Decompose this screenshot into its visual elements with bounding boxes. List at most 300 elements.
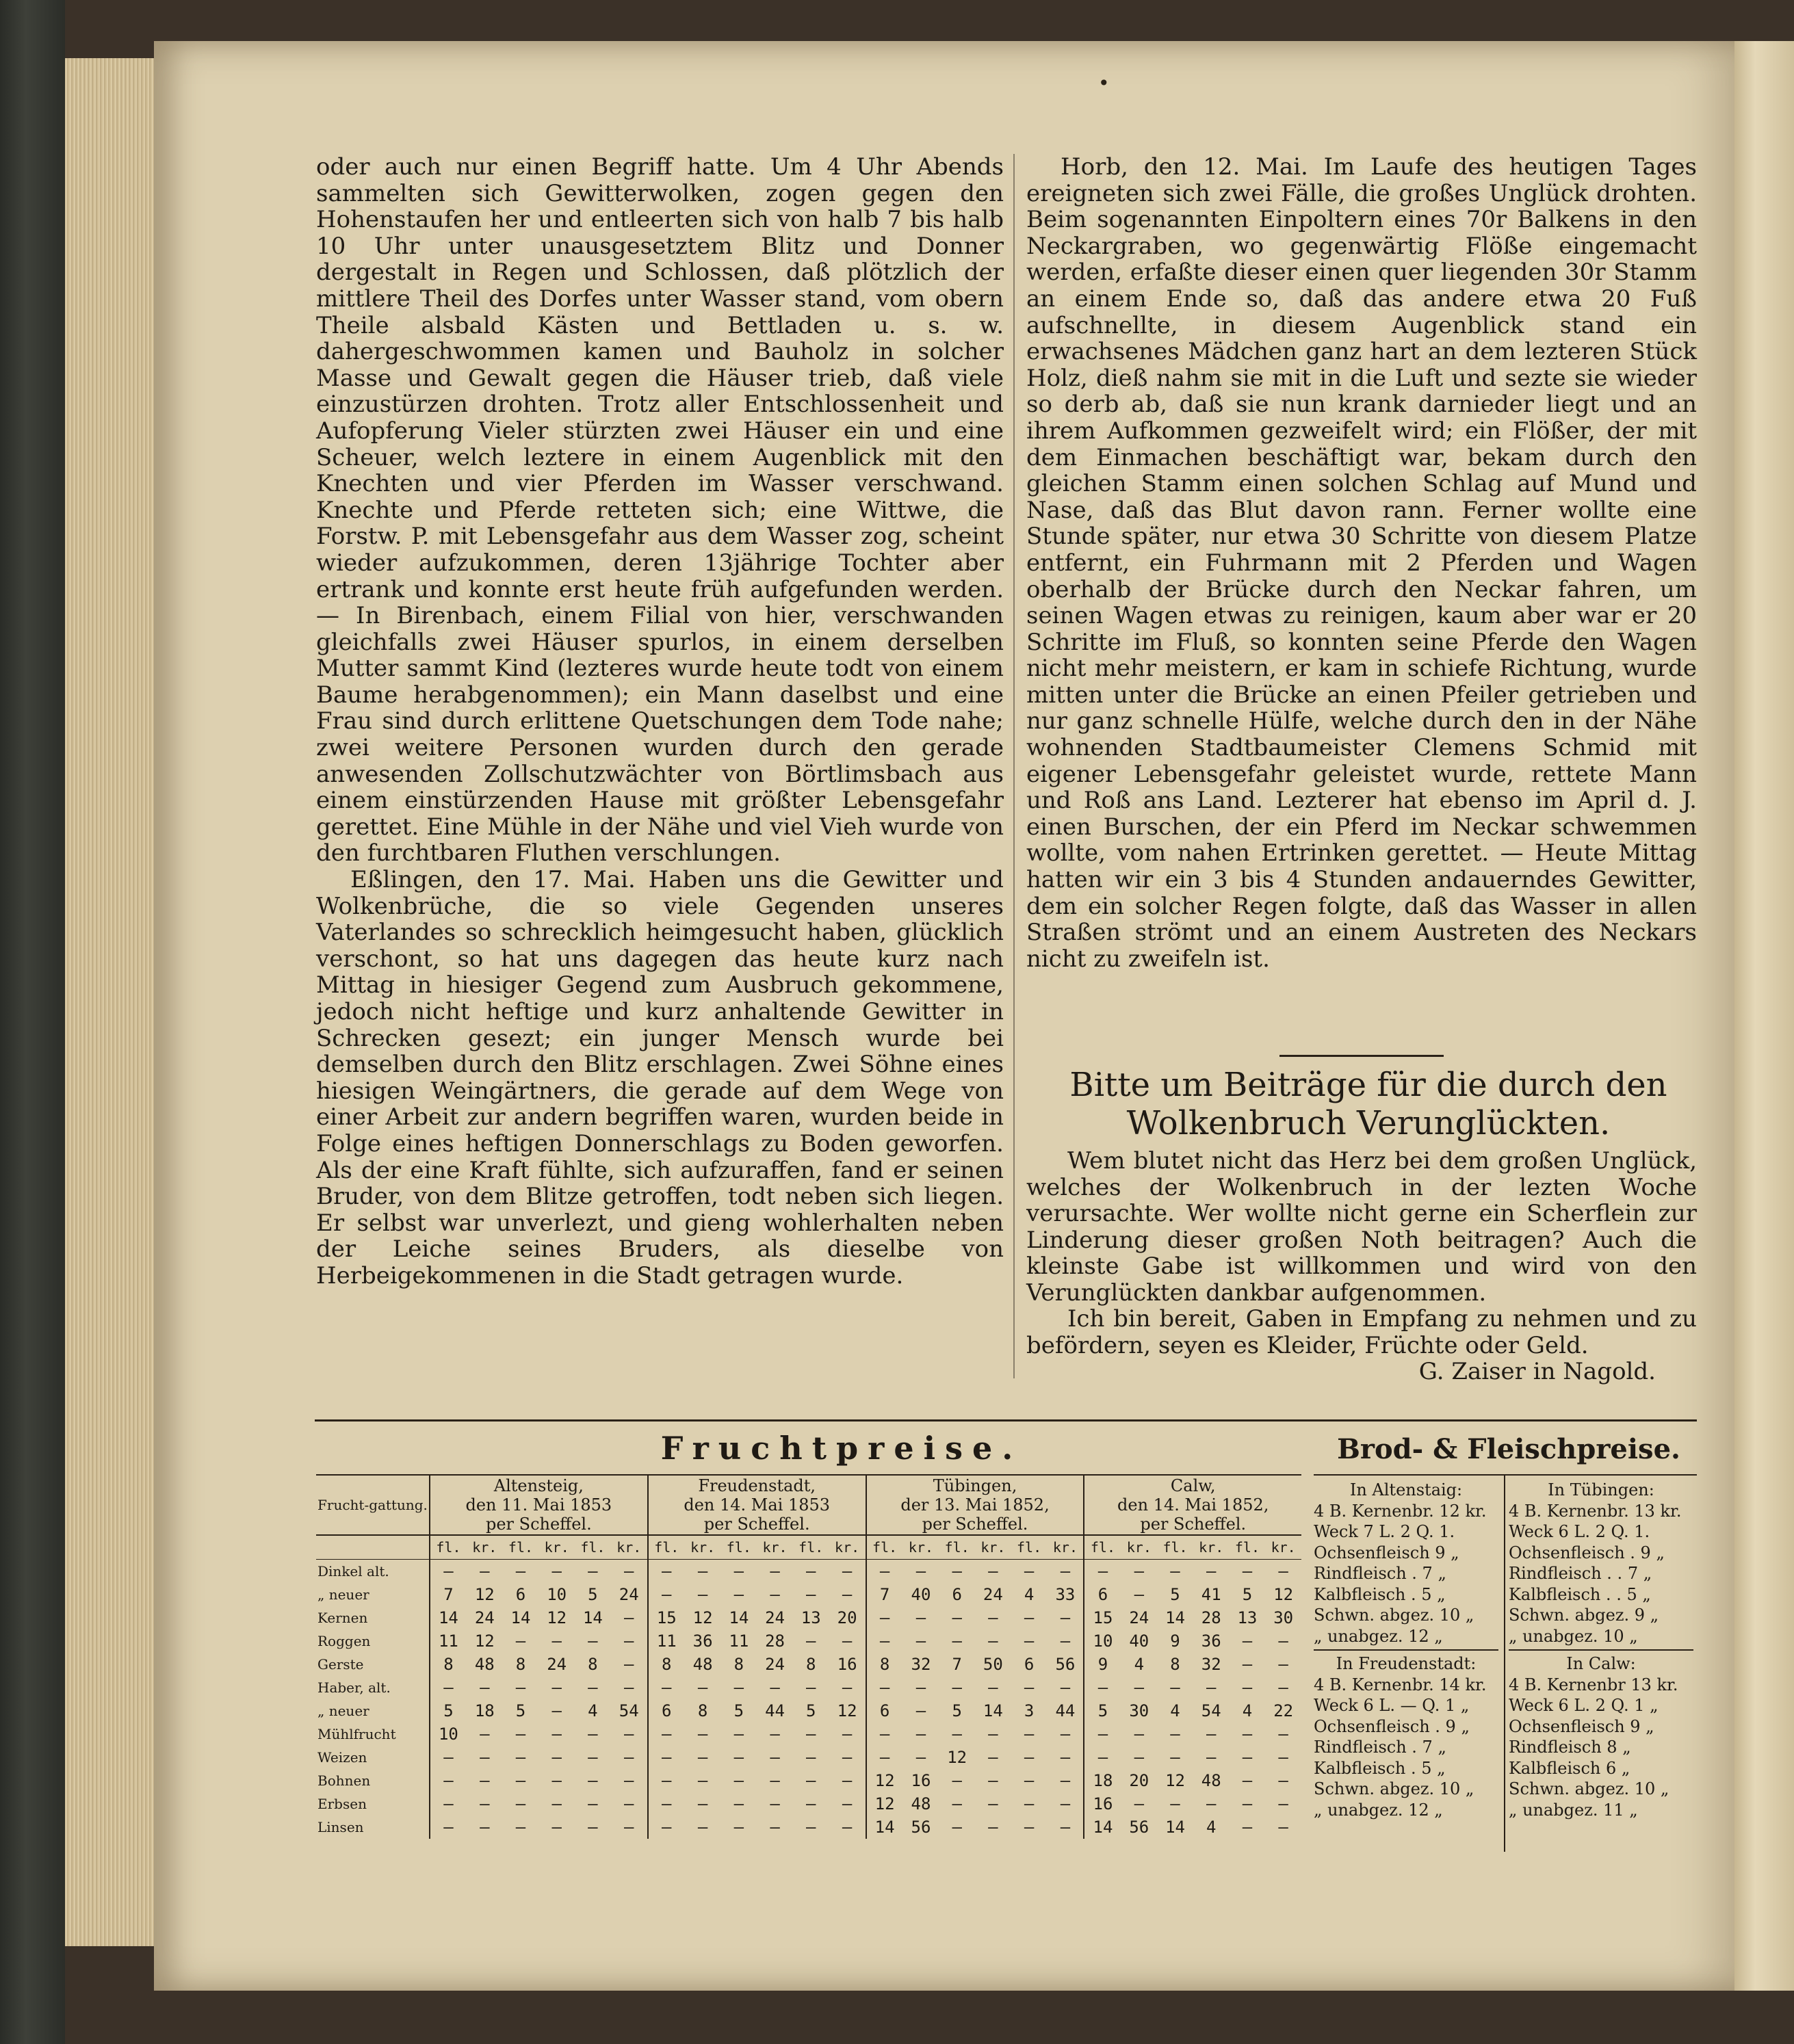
price-cell: 11 [729, 1632, 749, 1651]
price-cell: 48 [692, 1655, 713, 1674]
unit-cell: fl. [648, 1535, 685, 1560]
price-cell: — [915, 1725, 926, 1744]
brodpreise-line: Ochsenfleisch 9 „ [1314, 1543, 1459, 1562]
price-cell: 24 [765, 1655, 785, 1674]
price-cell: — [806, 1562, 816, 1581]
brodpreise-line: Ochsenfleisch 9 „ [1509, 1716, 1654, 1736]
grain-label: Roggen [317, 1633, 371, 1649]
brodpreise-town: In Freudenstadt: [1336, 1654, 1477, 1673]
price-cell: — [1060, 1562, 1071, 1581]
price-cell: — [1060, 1771, 1071, 1790]
price-cell: 48 [474, 1655, 495, 1674]
price-cell: — [588, 1748, 598, 1767]
price-cell: 6 [648, 1699, 685, 1722]
price-cell: — [915, 1678, 926, 1697]
price-cell: — [770, 1771, 780, 1790]
price-cell: 6 [515, 1585, 526, 1604]
page-stack-edge [65, 58, 157, 1946]
price-cell: — [430, 1560, 467, 1584]
price-cell: — [988, 1562, 998, 1581]
unit-cell: fl. [939, 1535, 975, 1560]
price-cell: — [952, 1632, 962, 1651]
price-cell: — [1206, 1562, 1217, 1581]
unit-header-row [316, 1535, 1301, 1560]
brodpreise-line: Weck 6 L. 2 Q. 1 „ [1509, 1696, 1659, 1715]
price-cell: — [806, 1748, 816, 1767]
price-cell: 28 [1201, 1608, 1221, 1627]
price-cell: — [806, 1585, 816, 1604]
price-cell: 9 [1084, 1653, 1121, 1676]
price-cell: 8 [733, 1655, 744, 1674]
town-header-row [316, 1475, 1301, 1535]
price-cell: — [1084, 1676, 1121, 1699]
column-divider [1013, 154, 1015, 1378]
price-cell: — [806, 1818, 816, 1837]
price-cell: — [624, 1771, 634, 1790]
price-cell: — [770, 1585, 780, 1604]
price-cell: — [1278, 1748, 1288, 1767]
price-cell: 12 [1273, 1585, 1294, 1604]
price-cell: — [1170, 1678, 1180, 1697]
price-cell: 14 [729, 1608, 749, 1627]
price-cell: — [988, 1608, 998, 1627]
price-cell: — [1242, 1655, 1253, 1674]
brodpreise-line: Rindfleisch . 7 „ [1314, 1738, 1446, 1757]
unit-cell: kr. [975, 1535, 1011, 1560]
left-column [316, 154, 1004, 1289]
brodpreise-line: Rindfleisch 8 „ [1509, 1738, 1631, 1757]
price-cell: — [480, 1562, 490, 1581]
grain-label: Linsen [317, 1819, 364, 1835]
price-cell: — [1060, 1725, 1071, 1744]
price-cell: 14 [983, 1701, 1003, 1720]
price-cell: — [648, 1722, 685, 1746]
price-cell: 48 [1201, 1771, 1221, 1790]
price-cell: — [430, 1816, 467, 1839]
price-cell: — [1242, 1748, 1253, 1767]
appeal-title [1040, 1066, 1697, 1142]
unit-cell: fl. [1084, 1535, 1121, 1560]
price-cell: — [1242, 1818, 1253, 1837]
price-cell: — [624, 1794, 634, 1813]
unit-cell: fl. [503, 1535, 539, 1560]
price-cell: 16 [1084, 1792, 1121, 1816]
price-cell: — [515, 1678, 526, 1697]
price-cell: — [1024, 1818, 1035, 1837]
price-cell: — [842, 1585, 853, 1604]
appeal-title-line: Bitte um Beiträge für die durch den [1069, 1066, 1667, 1104]
unit-cell: kr. [467, 1535, 503, 1560]
book-cover-edge [0, 0, 65, 2044]
price-cell: 8 [866, 1653, 903, 1676]
price-cell: — [988, 1748, 998, 1767]
price-cell: 18 [1084, 1769, 1121, 1792]
price-cell: — [842, 1562, 853, 1581]
price-cell: 4 [1134, 1655, 1145, 1674]
grain-label: Mühlfrucht [317, 1726, 396, 1742]
price-cell: 5 [952, 1701, 962, 1720]
price-cell: — [1060, 1678, 1071, 1697]
unit-cell: fl. [1230, 1535, 1266, 1560]
price-cell: 4 [1242, 1701, 1253, 1720]
price-cell: — [551, 1725, 562, 1744]
price-cell: — [770, 1725, 780, 1744]
unit-cell: fl. [866, 1535, 903, 1560]
price-cell: 6 [866, 1699, 903, 1722]
price-cell: — [697, 1725, 708, 1744]
price-cell: 24 [619, 1585, 639, 1604]
price-cell: — [988, 1771, 998, 1790]
price-cell: — [733, 1585, 744, 1604]
price-cell: 4 [588, 1701, 598, 1720]
price-cell: — [988, 1794, 998, 1813]
brodpreise-town: In Tübingen: [1548, 1480, 1654, 1499]
appeal-paragraph: Wem blutet nicht das Herz bei dem großen Unglück, welches der Wolkenbruch in der lezten Woche verursachte. Wer wollte nicht gerne ein Scherflein zur Linderung dieser großen Noth beitragen? Auch die kleinste Gabe ist willkommen und wird von den Verunglückten dankbar aufgenommen. [1026, 1147, 1697, 1307]
price-cell: 16 [837, 1655, 857, 1674]
price-cell: 56 [1055, 1655, 1076, 1674]
price-cell: — [1278, 1655, 1288, 1674]
price-cell: — [988, 1725, 998, 1744]
price-cell: — [624, 1678, 634, 1697]
price-cell: — [1278, 1562, 1288, 1581]
price-cell: — [1084, 1722, 1121, 1746]
price-cell: 7 [952, 1655, 962, 1674]
price-cell: — [1134, 1585, 1145, 1604]
price-cell: 40 [1129, 1632, 1149, 1651]
price-cell: — [915, 1701, 926, 1720]
unit-cell: fl. [430, 1535, 467, 1560]
price-cell: — [952, 1678, 962, 1697]
price-cell: 36 [692, 1632, 713, 1651]
price-cell: — [697, 1678, 708, 1697]
price-cell: — [1242, 1725, 1253, 1744]
price-cell: 7 [866, 1583, 903, 1606]
price-cell: 44 [765, 1701, 785, 1720]
price-cell: — [588, 1771, 598, 1790]
price-cell: 8 [806, 1655, 816, 1674]
price-cell: 9 [1170, 1632, 1180, 1651]
price-cell: 12 [474, 1632, 495, 1651]
price-cell: — [1170, 1562, 1180, 1581]
brodpreise-title: Brod- & Fleischpreise. [1337, 1433, 1680, 1465]
table-row [316, 1629, 1301, 1653]
price-cell: — [1024, 1562, 1035, 1581]
right-column [1026, 154, 1697, 972]
price-cell: — [915, 1748, 926, 1767]
price-cell: — [733, 1794, 744, 1813]
article-paragraph: oder auch nur einen Begriff hatte. Um 4 Uhr Abends sammelten sich Gewitterwolken, zogen gegen den Hohenstaufen her und entleerten sich von halb 7 bis halb 10 Uhr unter unausgesetztem Blitz und Donner dergestalt in Regen und Schlossen, daß plötzlich der mittlere Theil des Dorfes unter Wasser stand, vom obern Theile alsbald Kästen und Bettladen u. s. w. dahergeschwommen kamen und Bauholz in solcher Masse und Gewalt gegen die Häuser trieb, daß viele einzustürzen drohten. Trotz aller Entschlossenheit und Aufopferung Vieler stürzten zwei Häuser ein und eine Scheuer, welch leztere in einem Augenblick mit den Knechten und vier Pferden im Wasser verschwand. Knechte und Pferde retteten sich; eine Wittwe, die Forstw. P. mit Lebensgefahr aus dem Wasser zog, scheint wieder aufzukommen, deren 13jährige Tochter aber ertrank und konnte erst heute früh aufgefunden werden. — In Birenbach, einem Filial von hier, verschwanden gleichfalls zwei Häuser spurlos, in einem derselben Mutter sammt Kind (lezteres wurde heute todt von einem Baume herabgenommen); ein Mann daselbst und eine Frau sind durch erlittene Quetschungen dem Tode nahe; zwei weitere Personen wurden durch den gerade anwesenden Zollschutzwächter von Börtlimsbach aus einem einstürzenden Hause mit größter Lebensgefahr gerettet. Eine Mühle in der Nähe und viel Vieh wurde von den furchtbaren Fluthen verschlungen. [316, 153, 1004, 867]
price-cell: — [1278, 1632, 1288, 1651]
town-header [648, 1475, 866, 1535]
town-header [430, 1475, 648, 1535]
price-cell: — [624, 1725, 634, 1744]
price-cell: — [770, 1748, 780, 1767]
price-cell: 22 [1273, 1701, 1294, 1720]
price-cell: — [1024, 1632, 1035, 1651]
price-cell: — [1170, 1748, 1180, 1767]
town-name: Freudenstadt, [698, 1476, 816, 1495]
unit-cell: kr. [611, 1535, 648, 1560]
price-cell: — [588, 1794, 598, 1813]
price-cell: — [1242, 1771, 1253, 1790]
price-cell: 48 [911, 1794, 931, 1813]
brodpreise-line: Schwn. abgez. 9 „ [1509, 1606, 1659, 1625]
price-cell: — [515, 1771, 526, 1790]
price-cell: — [915, 1608, 926, 1627]
price-cell: — [1278, 1678, 1288, 1697]
price-cell: 4 [1170, 1701, 1180, 1720]
price-cell: 8 [588, 1655, 598, 1674]
price-cell: — [1278, 1794, 1288, 1813]
price-cell: — [733, 1771, 744, 1790]
grain-label: „ neuer [317, 1703, 369, 1719]
price-cell: 5 [733, 1701, 744, 1720]
price-cell: 8 [1170, 1655, 1180, 1674]
brodpreise-line: Kalbfleisch . . 5 „ [1509, 1584, 1651, 1604]
unit-cell: kr. [757, 1535, 793, 1560]
price-cell: — [952, 1608, 962, 1627]
price-cell: — [588, 1725, 598, 1744]
price-cell: — [648, 1792, 685, 1816]
price-cell: — [866, 1722, 903, 1746]
price-cell: 12 [547, 1608, 567, 1627]
price-cell: — [480, 1818, 490, 1837]
price-cell: — [697, 1771, 708, 1790]
town-unit: per Scheffel. [485, 1515, 592, 1534]
price-cell: — [430, 1676, 467, 1699]
price-cell: — [624, 1818, 634, 1837]
price-cell: 5 [1170, 1585, 1180, 1604]
article-esslingen: Eßlingen, den 17. Mai. Haben uns die Gewitter und Wolkenbrüche, die so viele Gegenden unseres Vaterlandes so schrecklich heimgesucht haben, glücklich verschont, so hat uns dagegen das heute kurz nach Mittag in hiesiger Gegend zum Ausbruch gekommene, jedoch nicht heftige und kurz anhaltende Gewitter in Schrecken gesezt; ein junger Mensch wurde bei demselben durch den Blitz erschlagen. Zwei Söhne eines hiesigen Weingärtners, die gerade auf dem Wege von einer Arbeit zur andern begriffen waren, wurden beide in Folge eines heftigen Donnerschlags zu Boden geworfen. Als der eine Kraft fühlte, sich aufzuraffen, fand er seinen Bruder, von dem Blitze getroffen, todt neben sich liegen. Er selbst war unverlezt, und gieng wohlerhalten neben der Leiche seines Bruders, als dieselbe von Herbeigekommenen in die Stadt getragen wurde. [316, 866, 1004, 1289]
price-cell: — [588, 1632, 598, 1651]
price-cell: 30 [1129, 1701, 1149, 1720]
brodpreise-line: Weck 6 L. 2 Q. 1. [1509, 1522, 1650, 1541]
price-cell: — [770, 1794, 780, 1813]
price-cell: 36 [1201, 1632, 1221, 1651]
brodpreise-line: Rindfleisch . . 7 „ [1509, 1564, 1652, 1583]
price-cell: — [1024, 1748, 1035, 1767]
price-cell: — [430, 1792, 467, 1816]
unit-cell: kr. [538, 1535, 575, 1560]
price-cell: — [1060, 1632, 1071, 1651]
price-cell: — [1134, 1678, 1145, 1697]
price-cell: 8 [515, 1655, 526, 1674]
price-cell: — [1134, 1562, 1145, 1581]
price-cell: 14 [1165, 1818, 1185, 1837]
brodpreise-line: 4 B. Kernenbr. 12 kr. [1314, 1501, 1487, 1521]
price-cell: 10 [430, 1722, 467, 1746]
price-cell: — [551, 1678, 562, 1697]
price-cell: 24 [983, 1585, 1003, 1604]
price-cell: — [770, 1562, 780, 1581]
price-cell: — [842, 1678, 853, 1697]
grain-label: „ neuer [317, 1586, 369, 1603]
price-cell: — [988, 1818, 998, 1837]
table-row [316, 1583, 1301, 1606]
price-cell: 4 [1024, 1585, 1035, 1604]
brodpreise-separator [1314, 1649, 1498, 1651]
price-cell: — [1024, 1608, 1035, 1627]
price-cell: 8 [430, 1653, 467, 1676]
town-unit: per Scheffel. [1140, 1515, 1247, 1534]
price-cell: — [866, 1560, 903, 1584]
price-cell: — [648, 1746, 685, 1769]
price-cell: 13 [801, 1608, 821, 1627]
price-cell: — [1024, 1771, 1035, 1790]
price-cell: 40 [911, 1585, 931, 1604]
price-cell: — [806, 1794, 816, 1813]
price-cell: — [515, 1562, 526, 1581]
price-cell: — [480, 1794, 490, 1813]
table-row [316, 1769, 1301, 1792]
price-cell: — [1084, 1746, 1121, 1769]
price-cell: 12 [947, 1748, 967, 1767]
brodpreise-line: Rindfleisch . 7 „ [1314, 1564, 1446, 1583]
unit-cell: kr. [1193, 1535, 1230, 1560]
price-cell: — [551, 1562, 562, 1581]
price-cell: — [588, 1678, 598, 1697]
price-cell: 5 [1084, 1699, 1121, 1722]
price-cell: — [806, 1632, 816, 1651]
price-cell: — [952, 1562, 962, 1581]
price-cell: — [515, 1632, 526, 1651]
price-cell: 4 [1206, 1818, 1217, 1837]
price-cell: — [515, 1725, 526, 1744]
price-cell: — [1206, 1678, 1217, 1697]
price-cell: — [842, 1794, 853, 1813]
price-cell: — [1024, 1794, 1035, 1813]
brodpreise-line: Kalbfleisch . 5 „ [1314, 1758, 1446, 1778]
price-cell: 16 [911, 1771, 931, 1790]
price-cell: 44 [1055, 1701, 1076, 1720]
price-cell: — [952, 1794, 962, 1813]
table-row [316, 1676, 1301, 1699]
price-cell: — [1060, 1748, 1071, 1767]
price-cell: — [515, 1818, 526, 1837]
fruchtgattung-header: Frucht-gattung. [316, 1475, 430, 1535]
town-name: Calw, [1170, 1476, 1216, 1495]
price-cell: 5 [515, 1701, 526, 1720]
price-cell: — [1206, 1725, 1217, 1744]
brodpreise-line: Weck 7 L. 2 Q. 1. [1314, 1522, 1455, 1541]
price-cell: — [1024, 1678, 1035, 1697]
brodpreise-line: Ochsenfleisch . 9 „ [1509, 1543, 1665, 1562]
price-cell: — [480, 1771, 490, 1790]
price-cell: 12 [837, 1701, 857, 1720]
price-cell: — [770, 1818, 780, 1837]
price-cell: — [915, 1632, 926, 1651]
brodpreise-line: Schwn. abgez. 10 „ [1314, 1779, 1474, 1798]
price-cell: — [842, 1771, 853, 1790]
brodpreise-divider [1504, 1476, 1505, 1852]
brodpreise-line: „ unabgez. 12 „ [1314, 1800, 1443, 1820]
price-cell: — [648, 1560, 685, 1584]
price-cell: 12 [474, 1585, 495, 1604]
price-cell: 11 [430, 1629, 467, 1653]
brodpreise-town: In Altenstaig: [1349, 1480, 1463, 1499]
price-cell: 15 [1084, 1606, 1121, 1629]
price-cell: — [988, 1632, 998, 1651]
unit-cell: fl. [793, 1535, 829, 1560]
price-cell: — [1206, 1794, 1217, 1813]
unit-cell: fl. [1011, 1535, 1048, 1560]
price-cell: 12 [866, 1769, 903, 1792]
town-header [1084, 1475, 1301, 1535]
price-cell: 32 [1201, 1655, 1221, 1674]
price-cell: — [866, 1746, 903, 1769]
price-cell: — [866, 1629, 903, 1653]
price-cell: 10 [1084, 1629, 1121, 1653]
price-cell: — [733, 1678, 744, 1697]
town-name: Tübingen, [933, 1476, 1017, 1495]
price-cell: 54 [619, 1701, 639, 1720]
price-cell: — [806, 1771, 816, 1790]
brodpreise-line: Ochsenfleisch . 9 „ [1314, 1716, 1470, 1736]
grain-label: Dinkel alt. [317, 1563, 389, 1580]
price-cell: 3 [1024, 1701, 1035, 1720]
price-cell: — [806, 1678, 816, 1697]
price-cell: 24 [1129, 1608, 1149, 1627]
price-cell: 30 [1273, 1608, 1294, 1627]
price-cell: — [1242, 1562, 1253, 1581]
unit-cell: kr. [903, 1535, 939, 1560]
price-cell: — [1170, 1725, 1180, 1744]
town-name: Altensteig, [493, 1476, 584, 1495]
price-cell: — [648, 1583, 685, 1606]
town-unit: per Scheffel. [922, 1515, 1028, 1534]
table-row [316, 1606, 1301, 1629]
town-header [866, 1475, 1084, 1535]
price-cell: — [648, 1769, 685, 1792]
price-cell: 12 [692, 1608, 713, 1627]
ink-spot: • [1098, 72, 1110, 94]
price-cell: — [733, 1818, 744, 1837]
price-cell: 6 [952, 1585, 962, 1604]
price-cell: 11 [648, 1629, 685, 1653]
price-cell: — [1060, 1794, 1071, 1813]
price-cell: — [624, 1562, 634, 1581]
appeal-signature: G. Zaiser in Nagold. [1418, 1358, 1656, 1385]
price-cell: 14 [582, 1608, 603, 1627]
price-cell: 54 [1201, 1701, 1221, 1720]
grain-label: Kernen [317, 1610, 368, 1626]
price-cell: — [1278, 1771, 1288, 1790]
price-cell: — [842, 1748, 853, 1767]
grain-label: Bohnen [317, 1772, 371, 1789]
town-date: den 11. Mai 1853 [465, 1495, 612, 1515]
appeal-paragraph: Ich bin bereit, Gaben in Empfang zu nehmen und zu befördern, seyen es Kleider, Früchte oder Geld. [1026, 1305, 1697, 1359]
table-row [316, 1722, 1301, 1746]
price-cell: — [1060, 1608, 1071, 1627]
appeal-body [1026, 1148, 1697, 1385]
price-cell: — [1206, 1748, 1217, 1767]
table-row [316, 1792, 1301, 1816]
price-cell: 15 [648, 1606, 685, 1629]
price-cell: 56 [911, 1818, 931, 1837]
table-row [316, 1746, 1301, 1769]
brodpreise-line: „ unabgez. 12 „ [1314, 1626, 1443, 1646]
price-cell: 14 [866, 1816, 903, 1839]
price-cell: 5 [806, 1701, 816, 1720]
price-cell: — [430, 1769, 467, 1792]
brodpreise-line: Weck 6 L. — Q. 1 „ [1314, 1696, 1470, 1715]
unit-cell: fl. [1157, 1535, 1193, 1560]
unit-cell: kr. [1265, 1535, 1301, 1560]
price-cell: — [952, 1725, 962, 1744]
brodpreise-line: „ unabgez. 10 „ [1509, 1626, 1638, 1646]
price-cell: — [1242, 1794, 1253, 1813]
brodpreise-town: In Calw: [1566, 1654, 1636, 1673]
